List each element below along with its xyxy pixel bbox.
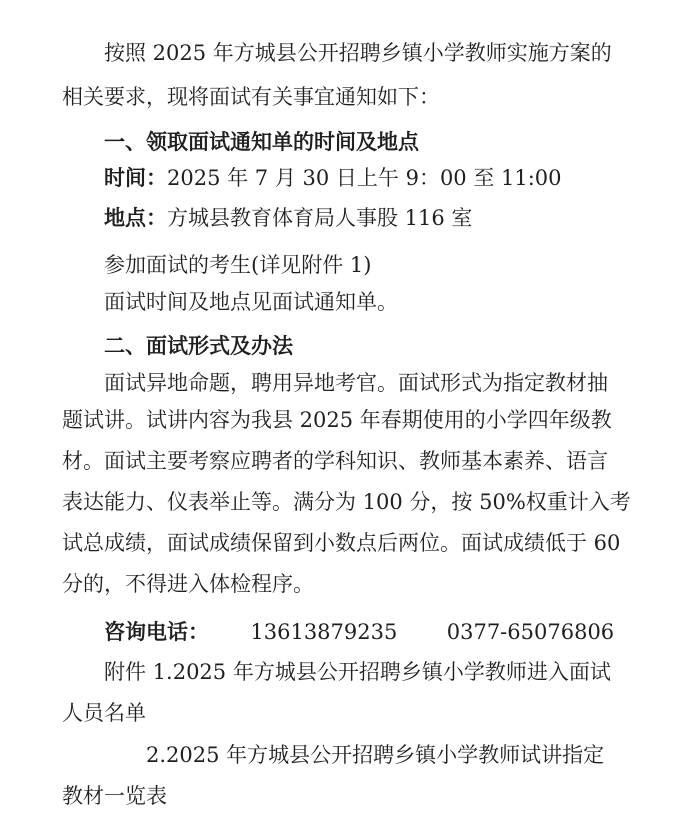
attachment-2-line-1: 2.2025 年方城县公开招聘乡镇小学教师试讲指定	[146, 743, 605, 767]
time-value: 2025 年 7 月 30 日上午 9：00 至 11:00	[167, 166, 562, 190]
place-label: 地点：	[104, 205, 167, 230]
paragraph-line-6: 分的，不得进入体检程序。	[62, 572, 314, 596]
attachment-1-line-1: 附件 1.2025 年方城县公开招聘乡镇小学教师进入面试	[104, 660, 611, 684]
attachment-2-line-2: 教材一览表	[62, 784, 167, 808]
paragraph-line-2: 题试讲。试讲内容为我县 2025 年春期使用的小学四年级教	[62, 408, 612, 432]
section-2-heading: 二、面试形式及办法	[104, 333, 293, 358]
note-line-2: 面试时间及地点见面试通知单。	[104, 290, 398, 314]
section-1-heading: 一、领取面试通知单的时间及地点	[104, 129, 419, 154]
paragraph-line-1: 面试异地命题，聘用异地考官。面试形式为指定教材抽	[104, 371, 608, 395]
time-label: 时间：	[104, 165, 167, 190]
intro-line-1: 按照 2025 年方城县公开招聘乡镇小学教师实施方案的	[104, 41, 612, 65]
paragraph-line-4: 表达能力、仪表举止等。满分为 100 分，按 50%权重计入考	[62, 490, 631, 514]
contact-phone-1: 13613879235	[250, 620, 398, 644]
place-row	[104, 203, 472, 233]
note-line-1: 参加面试的考生(详见附件 1)	[104, 253, 372, 277]
contact-row	[104, 617, 614, 647]
paragraph-line-3: 材。面试主要考察应聘者的学科知识、教师基本素养、语言	[62, 449, 608, 473]
contact-label: 咨询电话：	[104, 619, 209, 644]
attachment-1-line-2: 人员名单	[62, 701, 146, 725]
time-row	[104, 163, 562, 193]
place-value: 方城县教育体育局人事股 116 室	[167, 206, 473, 230]
paragraph-line-5: 试总成绩，面试成绩保留到小数点后两位。面试成绩低于 60	[62, 531, 621, 555]
contact-phone-2: 0377-65076806	[446, 620, 615, 644]
intro-line-2: 相关要求，现将面试有关事宜通知如下：	[62, 85, 440, 109]
